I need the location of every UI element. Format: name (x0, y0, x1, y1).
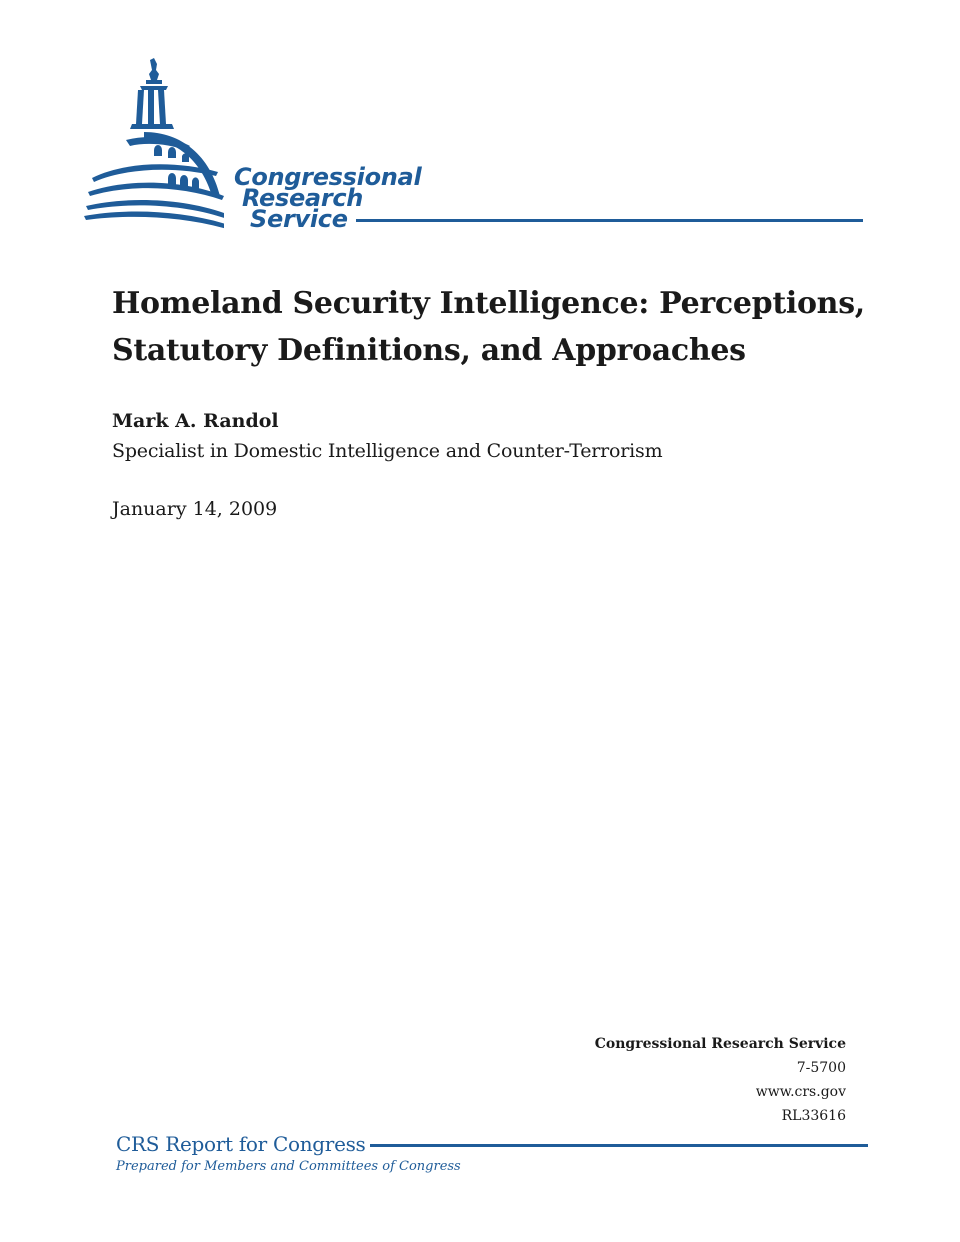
report-title-line-1: Homeland Security Intelligence: Perceptions, (112, 286, 865, 321)
publication-report-id: RL33616 (781, 1108, 846, 1124)
logo-text-line-3: Service (250, 205, 348, 233)
publication-org: Congressional Research Service (594, 1036, 846, 1052)
header-divider (356, 219, 863, 222)
logo-text-line-2: Research (242, 184, 364, 212)
report-title-line-2: Statutory Definitions, and Approaches (112, 333, 746, 368)
publication-number: 7-5700 (796, 1060, 846, 1076)
publication-info (595, 1032, 846, 1128)
footer-tagline: Prepared for Members and Committees of Congress (116, 1159, 461, 1174)
report-date: January 14, 2009 (112, 498, 278, 520)
logo-text-line-1: Congressional (234, 163, 422, 191)
author-name: Mark A. Randol (112, 410, 279, 432)
footer-title: CRS Report for Congress (116, 1132, 366, 1156)
author-role: Specialist in Domestic Intelligence and Counter-Terrorism (112, 440, 663, 462)
footer-divider (370, 1144, 868, 1147)
capitol-dome-icon (84, 56, 224, 232)
publication-website: www.crs.gov (755, 1084, 846, 1100)
report-title (112, 280, 892, 374)
